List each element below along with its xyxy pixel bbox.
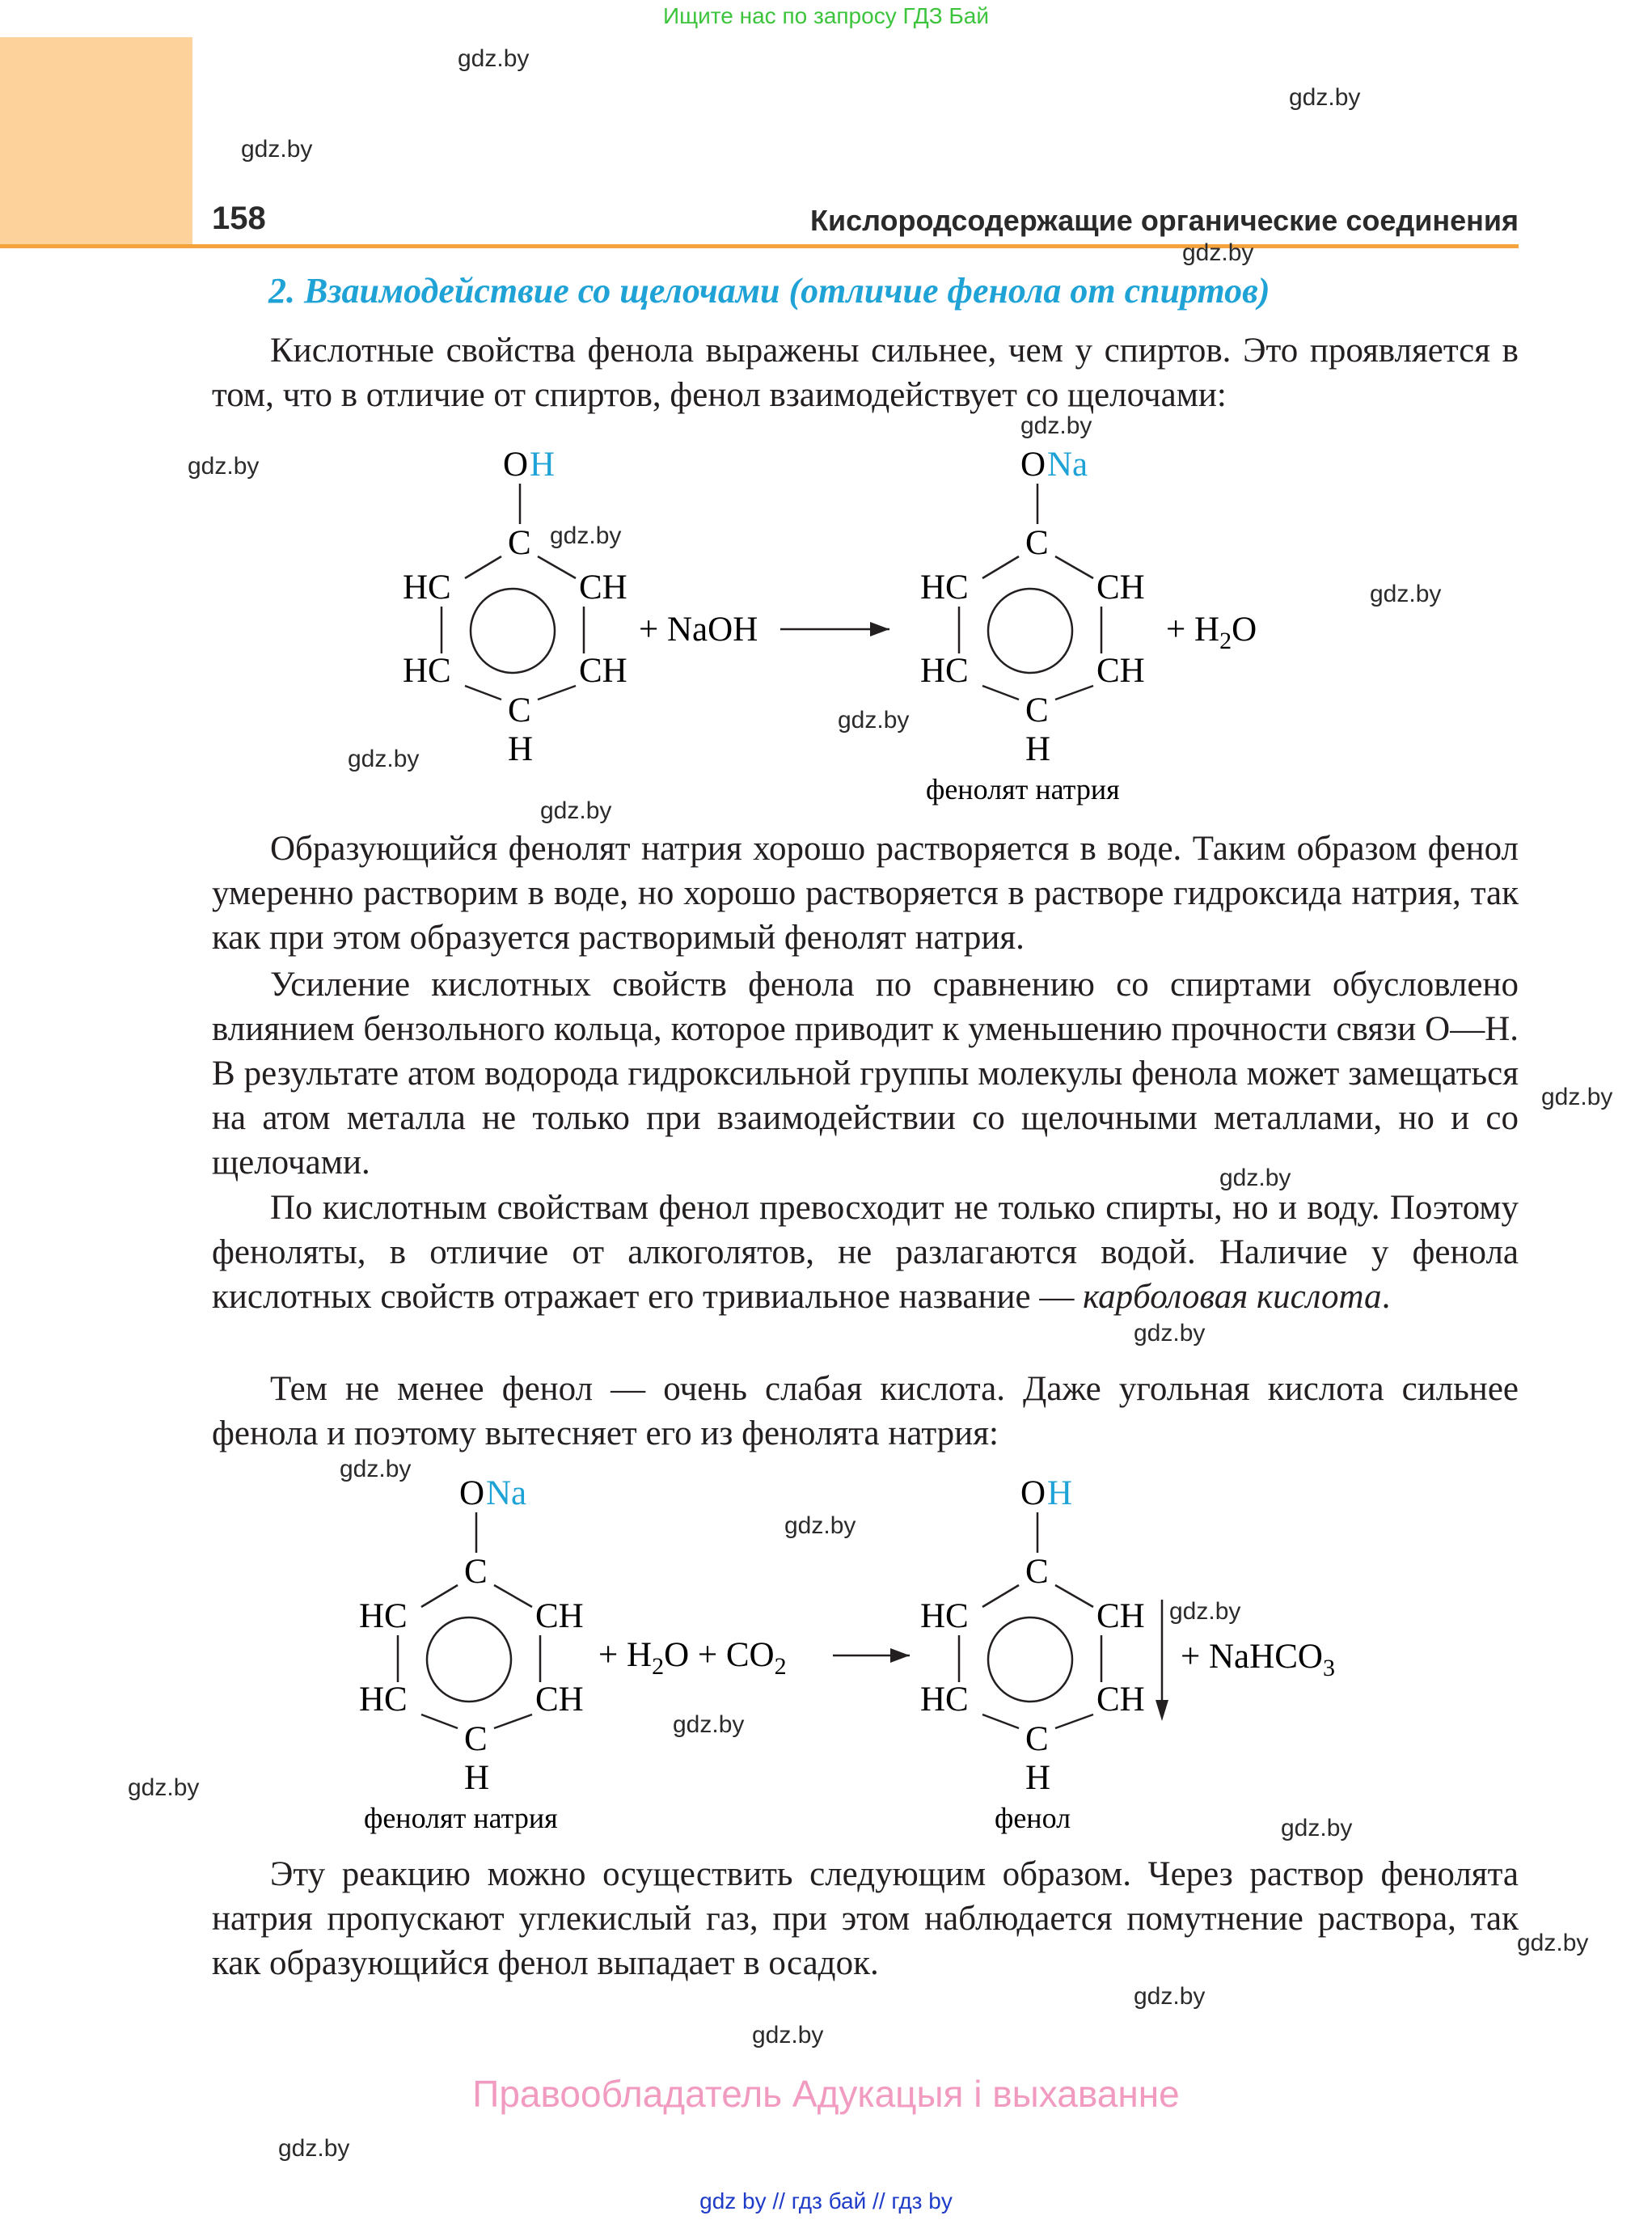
watermark: gdz.by — [1134, 1983, 1206, 2010]
paragraph-4-main: По кислотным свойствам фенол превосходит не только спирты, но и воду. Поэтому феноляты, в отличие от алкоголятов, не разлагаются водой. Наличие у фенола кислотных свойств отражает его тривиальное название — — [212, 1189, 1519, 1316]
header-rule — [0, 244, 1519, 248]
bond — [465, 686, 501, 700]
ring-hc-lower-left: HC — [920, 1681, 969, 1719]
bond — [421, 1585, 458, 1607]
bond — [538, 686, 576, 700]
aromatic-ring — [988, 1617, 1072, 1702]
arrow-head — [870, 622, 889, 636]
phenol-structure — [920, 1474, 1145, 1834]
paragraph-6-text: Эту реакцию можно осуществить следующим образом. Через раствор фенолята натрия пропускают углекислый газ, при этом наблюдается помутнение раствора, так как образующийся фенол выпадает в осадок. — [212, 1855, 1519, 1982]
hydroxyl-hydrogen: H — [1047, 1474, 1073, 1512]
sodium-phenolate-structure — [920, 446, 1145, 805]
bond — [982, 686, 1019, 700]
watermark: gdz.by — [1219, 1165, 1291, 1191]
aromatic-ring — [427, 1617, 511, 1702]
watermark: gdz.by — [784, 1512, 856, 1539]
bond — [982, 1585, 1019, 1607]
ring-ch-lower-right: CH — [1096, 652, 1145, 690]
subscript: 2 — [652, 1653, 665, 1680]
reagent-naoh: + NaOH — [639, 611, 758, 649]
paragraph-4-text — [212, 1186, 1519, 1319]
ring-hc-lower-left: HC — [920, 652, 969, 690]
hydroxyl-hydrogen: H — [530, 446, 556, 484]
phenol-structure — [403, 446, 627, 768]
trivial-name: карболовая кислота — [1083, 1278, 1382, 1316]
watermark: gdz.by — [1281, 1815, 1353, 1841]
watermark: gdz.by — [1182, 239, 1254, 266]
ring-carbon-top: C — [1025, 1553, 1049, 1591]
watermark: gdz.by — [838, 707, 910, 734]
byproduct-prefix: + H — [1166, 611, 1220, 649]
footer-links[interactable]: gdz by // гдз бай // гдз by — [699, 2188, 953, 2213]
paragraph-4 — [212, 1186, 1519, 1319]
watermark: gdz.by — [340, 1456, 412, 1482]
ring-hc-upper-left: HC — [359, 1597, 408, 1635]
ring-ch-lower-right: CH — [1096, 1681, 1145, 1719]
ring-hydrogen-bottom: H — [1025, 730, 1051, 768]
ring-carbon-bottom: C — [508, 691, 531, 729]
watermark: gdz.by — [540, 797, 612, 824]
subscript: 2 — [1219, 628, 1232, 654]
bond — [1055, 1585, 1093, 1607]
watermark: gdz.by — [1020, 412, 1092, 439]
precipitate-arrow-head — [1156, 1700, 1168, 1721]
bond — [465, 556, 501, 578]
byproduct-nahco3 — [1181, 1638, 1335, 1681]
ring-hc-lower-left: HC — [359, 1681, 408, 1719]
watermark: gdz.by — [458, 45, 530, 72]
watermark: gdz.by — [188, 453, 260, 480]
aromatic-ring — [471, 589, 555, 673]
watermark: gdz.by — [1134, 1320, 1206, 1347]
paragraph-1 — [212, 328, 1519, 417]
watermark: gdz.by — [128, 1774, 200, 1801]
bond — [494, 1715, 532, 1728]
byproduct-prefix: + NaHCO — [1181, 1638, 1323, 1676]
oxygen-atom: O — [459, 1474, 485, 1512]
ring-carbon-bottom: C — [1025, 1720, 1049, 1758]
reagents-water-co2 — [598, 1636, 787, 1680]
ring-hc-lower-left: HC — [403, 652, 451, 690]
aromatic-ring — [988, 589, 1072, 673]
sodium-atom: Na — [1047, 446, 1088, 484]
reaction-1-diagram — [0, 437, 1536, 817]
byproduct-water — [1166, 611, 1257, 654]
ring-carbon-top: C — [508, 524, 531, 562]
oxygen-atom: O — [1020, 446, 1046, 484]
oxygen-atom: O — [503, 446, 529, 484]
watermark: gdz.by — [1289, 84, 1361, 111]
copyright-notice: Правообладатель Адукацыя і выхаванне — [472, 2073, 1180, 2115]
ring-ch-upper-right: CH — [1096, 569, 1145, 607]
watermark: gdz.by — [1370, 581, 1442, 607]
oxygen-atom: O — [1020, 1474, 1046, 1512]
watermark: gdz.by — [1169, 1598, 1241, 1625]
ring-hc-upper-left: HC — [920, 569, 969, 607]
paragraph-3-text: Усиление кислотных свойств фенола по сравнению со спиртами обусловлено влиянием бензольного кольца, которое приводит к уменьшению прочности связи О—Н. В результате атом водорода гидроксильной группы молекулы фенола может замещаться на атом металла не только при взаимодействии со щелочными металлами, но и со щелочами. — [212, 966, 1519, 1182]
watermark: gdz.by — [278, 2135, 350, 2162]
paragraph-5 — [212, 1367, 1519, 1456]
watermark: gdz.by — [1517, 1930, 1589, 1956]
ring-hydrogen-bottom: H — [464, 1759, 490, 1797]
arrow-head — [890, 1648, 910, 1663]
paragraph-4-end: . — [1381, 1278, 1391, 1316]
running-head: Кислородсодержащие органические соединения — [809, 204, 1519, 237]
bond — [494, 1585, 532, 1607]
paragraph-1-text: Кислотные свойства фенола выражены сильнее, чем у спиртов. Это проявляется в том, что в отличие от спиртов, фенол взаимодействует со щелочами: — [212, 332, 1519, 414]
bond — [1055, 686, 1093, 700]
ring-hc-upper-left: HC — [920, 1597, 969, 1635]
byproduct-suffix: O — [1232, 611, 1257, 649]
sodium-phenolate-structure — [359, 1474, 584, 1834]
ring-hc-upper-left: HC — [403, 569, 451, 607]
top-banner[interactable]: Ищите нас по запросу ГДЗ Бай — [662, 3, 990, 28]
watermark: gdz.by — [752, 2022, 824, 2049]
paragraph-3 — [212, 962, 1519, 1185]
ring-carbon-top: C — [1025, 524, 1049, 562]
ring-ch-lower-right: CH — [535, 1681, 584, 1719]
subscript: 2 — [774, 1653, 787, 1680]
bond — [538, 556, 576, 578]
ring-ch-upper-right: CH — [1096, 1597, 1145, 1635]
paragraph-6 — [212, 1852, 1519, 1985]
product-label: фенолят натрия — [926, 773, 1120, 805]
watermark: gdz.by — [1541, 1084, 1613, 1110]
reagent-prefix: + H — [598, 1636, 653, 1674]
page-corner-tab — [0, 37, 192, 246]
bond — [1055, 1715, 1093, 1728]
ring-ch-upper-right: CH — [579, 569, 627, 607]
paragraph-5-text: Тем не менее фенол — очень слабая кислота. Даже угольная кислота сильнее фенола и поэтому вытесняет его из фенолята натрия: — [212, 1370, 1519, 1452]
bond — [982, 1715, 1019, 1728]
ring-hydrogen-bottom: H — [1025, 1759, 1051, 1797]
ring-carbon-bottom: C — [464, 1720, 488, 1758]
product-label: фенол — [995, 1802, 1071, 1834]
watermark: gdz.by — [348, 746, 420, 772]
ring-carbon-bottom: C — [1025, 691, 1049, 729]
reactant-label: фенолят натрия — [364, 1802, 558, 1834]
subscript: 3 — [1322, 1655, 1335, 1681]
watermark: gdz.by — [673, 1711, 745, 1738]
watermark: gdz.by — [550, 522, 622, 549]
section-title: 2. Взаимодействие со щелочами (отличие фенола от спиртов) — [268, 271, 1270, 311]
bond — [421, 1715, 458, 1728]
ring-ch-lower-right: CH — [579, 652, 627, 690]
watermark: gdz.by — [241, 136, 313, 163]
bond — [1055, 556, 1093, 578]
bond — [982, 556, 1019, 578]
reagent-middle: O + CO — [664, 1636, 775, 1674]
paragraph-2 — [212, 827, 1519, 960]
ring-hydrogen-bottom: H — [508, 730, 534, 768]
sodium-atom: Na — [486, 1474, 527, 1512]
paragraph-2-text: Образующийся фенолят натрия хорошо растворяется в воде. Таким образом фенол умеренно растворим в воде, но хорошо растворяется в растворе гидроксида натрия, так как при этом образуется растворимый фенолят натрия. — [212, 830, 1519, 957]
ring-ch-upper-right: CH — [535, 1597, 584, 1635]
ring-carbon-top: C — [464, 1553, 488, 1591]
reaction-2-diagram — [0, 1464, 1536, 1852]
page-number: 158 — [212, 201, 266, 236]
